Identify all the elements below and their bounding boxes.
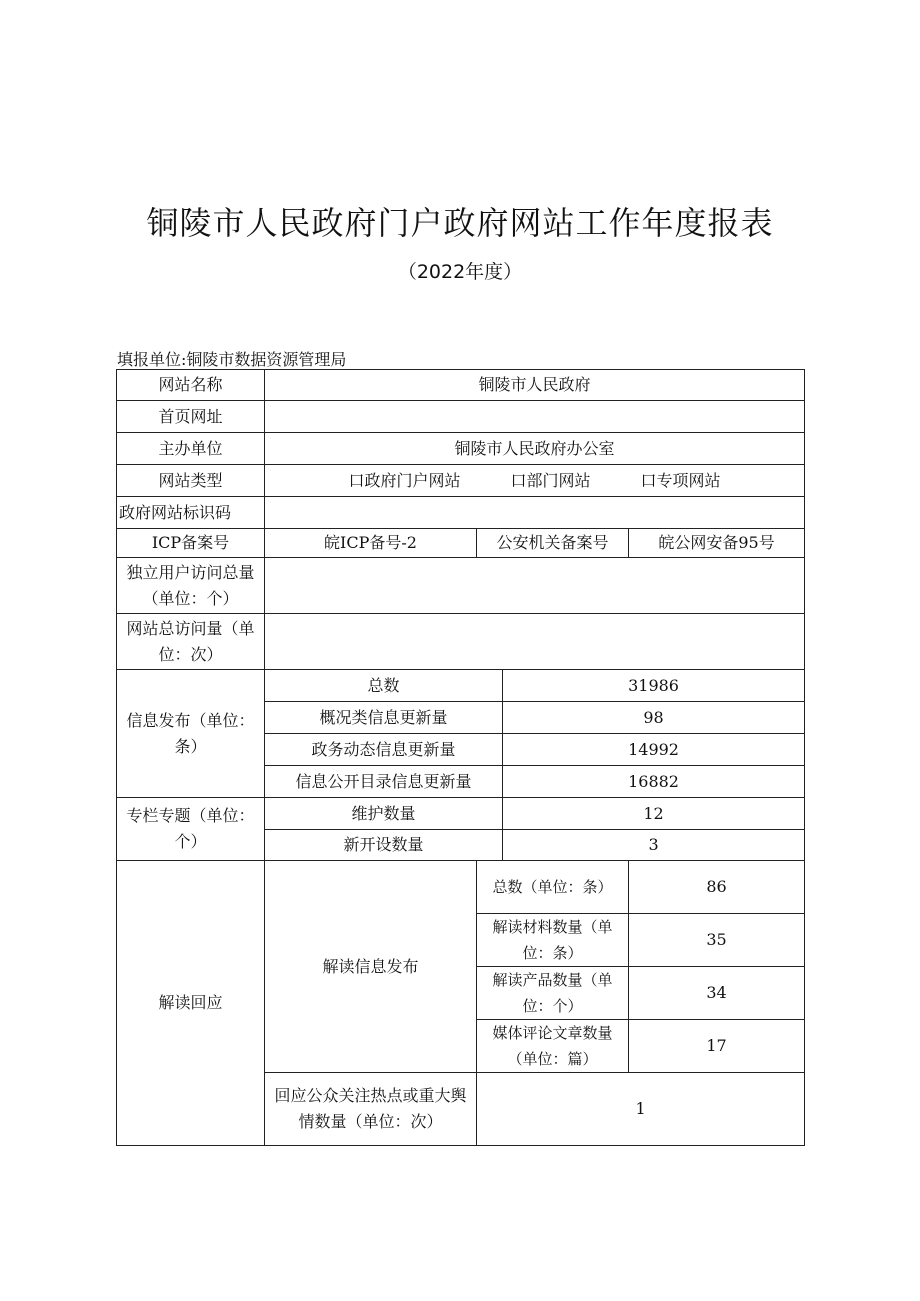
info-item-label: 总数 [265,670,503,702]
row-homepage [117,401,805,433]
option-special[interactable]: 口专项网站 [640,470,721,490]
interpretation-item-value: 34 [629,967,805,1020]
row-unique-visitors [117,558,805,614]
site-type-options [265,465,805,497]
info-item-value: 14992 [503,734,805,766]
row-site-name [117,370,805,401]
row-site-type [117,465,805,497]
row-total-visits [117,614,805,670]
info-item-value: 31986 [503,670,805,702]
interpretation-label: 解读回应 [117,861,265,1146]
unique-visitors-value [265,558,805,614]
interpretation-item-label: 总数（单位：条） [477,861,629,914]
row-sponsor [117,433,805,465]
info-item-value: 16882 [503,766,805,798]
interpretation-item-value: 86 [629,861,805,914]
row-icp [117,529,805,558]
interpretation-item-label: 媒体评论文章数量（单位：篇） [477,1020,629,1073]
icp-value: 皖ICP备号-2 [265,529,477,558]
columns-item-value: 12 [503,798,805,830]
info-item-label: 政务动态信息更新量 [265,734,503,766]
interpretation-row [117,861,805,914]
icp-label: ICP备案号 [117,529,265,558]
interpretation-item-value: 17 [629,1020,805,1073]
report-table [116,369,805,1146]
site-name-value: 铜陵市人民政府 [265,370,805,401]
total-visits-value [265,614,805,670]
columns-row [117,798,805,830]
interpretation-item-value: 35 [629,914,805,967]
interpretation-item-label: 解读产品数量（单位：个） [477,967,629,1020]
info-item-value: 98 [503,702,805,734]
columns-item-label: 新开设数量 [265,830,503,861]
site-id-label: 政府网站标识码 [117,497,265,529]
option-department[interactable]: 口部门网站 [510,470,591,490]
fill-unit: 填报单位:铜陵市数据资源管理局 [117,350,347,369]
response-label: 回应公众关注热点或重大舆情数量（单位：次） [265,1073,477,1146]
row-site-id [117,497,805,529]
columns-item-label: 维护数量 [265,798,503,830]
report-title: 铜陵市人民政府门户政府网站工作年度报表 [146,204,774,242]
report-year: （2022年度） [397,261,523,283]
columns-item-value: 3 [503,830,805,861]
info-publish-label: 信息发布（单位：条） [117,670,265,798]
sponsor-label: 主办单位 [117,433,265,465]
option-portal[interactable]: 口政府门户网站 [348,470,461,490]
police-record-label: 公安机关备案号 [477,529,629,558]
homepage-label: 首页网址 [117,401,265,433]
interpretation-item-label: 解读材料数量（单位：条） [477,914,629,967]
site-name-label: 网站名称 [117,370,265,401]
info-item-label: 概况类信息更新量 [265,702,503,734]
homepage-value [265,401,805,433]
unique-visitors-label: 独立用户访问总量（单位：个） [117,558,265,614]
police-record-value: 皖公网安备95号 [629,529,805,558]
site-id-value [265,497,805,529]
interpretation-sub-label: 解读信息发布 [265,861,477,1073]
columns-label: 专栏专题（单位：个） [117,798,265,861]
sponsor-value: 铜陵市人民政府办公室 [265,433,805,465]
info-item-label: 信息公开目录信息更新量 [265,766,503,798]
response-value: 1 [477,1073,805,1146]
info-publish-row [117,670,805,702]
site-type-label: 网站类型 [117,465,265,497]
total-visits-label: 网站总访问量（单位：次） [117,614,265,670]
